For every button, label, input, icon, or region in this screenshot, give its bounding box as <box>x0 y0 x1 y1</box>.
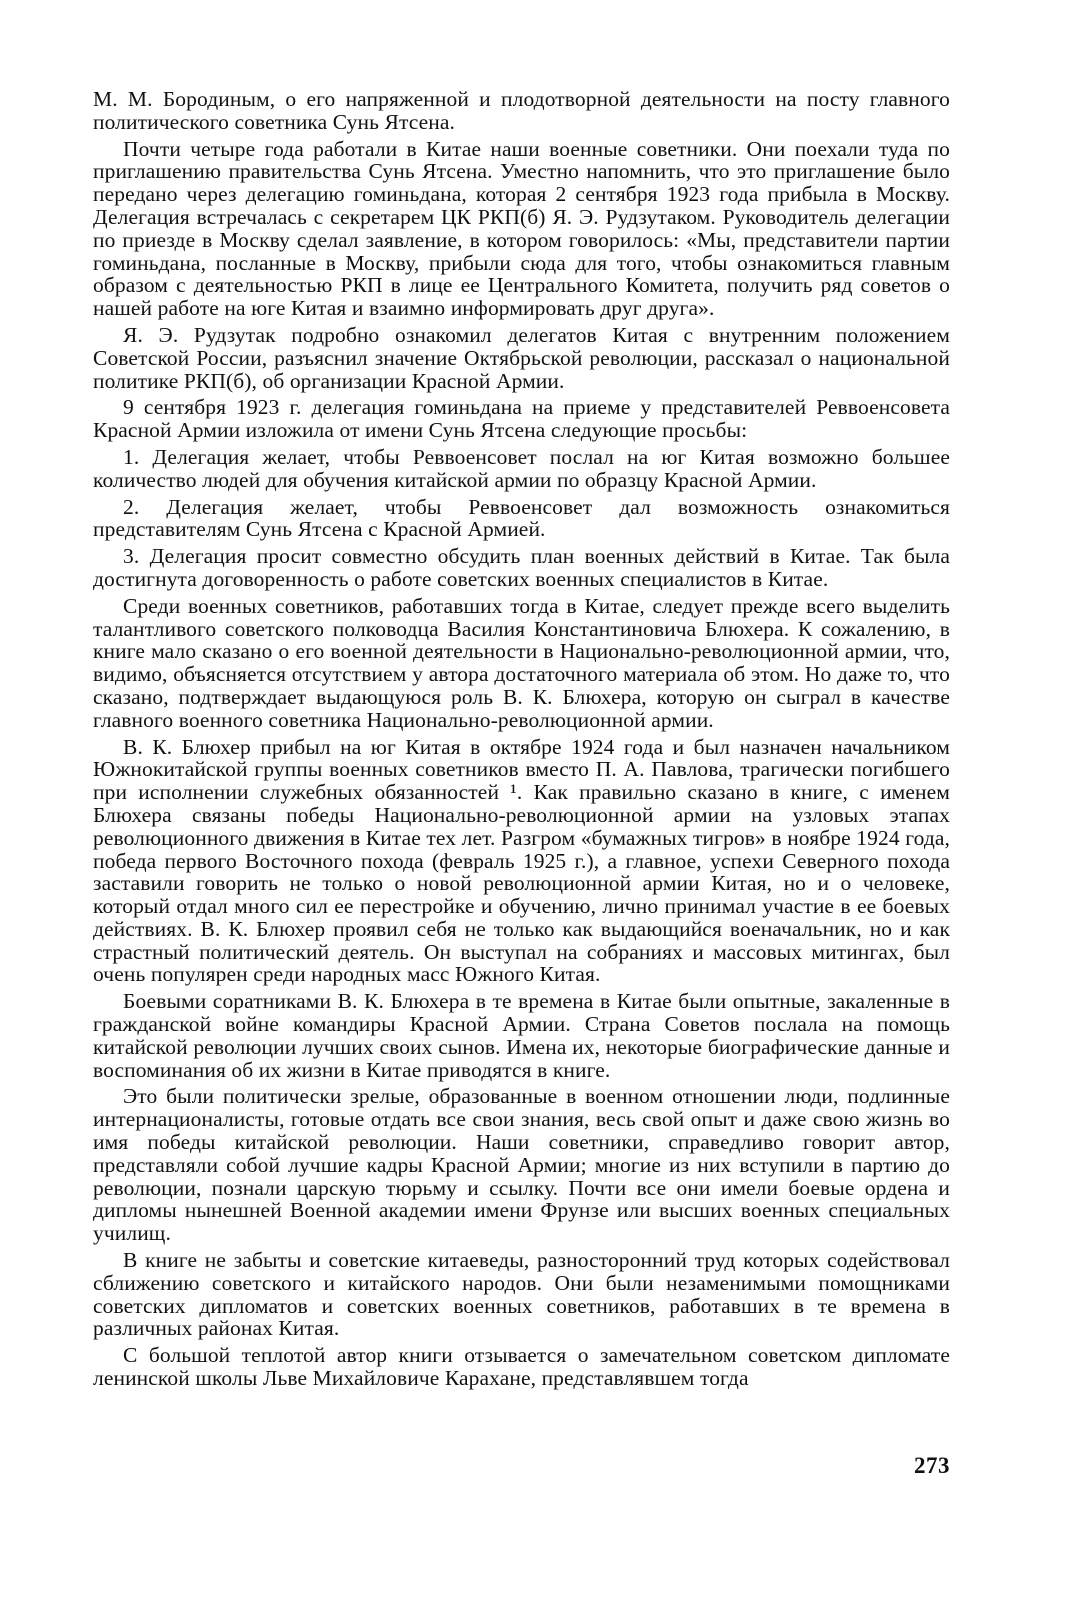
page-number: 273 <box>914 1453 950 1478</box>
paragraph-1: М. М. Бородиным, о его напряженной и плодотворной деятельности на посту главного политического советника Сунь Ятсена. <box>93 87 950 134</box>
paragraph-13: С большой теплотой автор книги отзывается о замечательном советском дипломате ленинской школы Льве Михайловиче Карахане, представлявшем тогда <box>93 1343 950 1391</box>
paragraph-11: Это были политически зрелые, образованные в военном отношении люди, подлинные интернационалисты, готовые отдать все свои знания, весь свой опыт и даже свою жизнь во имя победы китайской революции. Наши советники, справедливо говорит автор, представляли собой лучшие кадры Красной Армии; многие из них вступили в партию до революции, познали царскую тюрьму и ссылку. Почти все они имели боевые ордена и дипломы нынешней Военной академии имени Фрунзе или высших военных специальных училищ. <box>93 1084 950 1246</box>
paragraph-9: В. К. Блюхер прибыл на юг Китая в октябре 1924 года и был назначен начальником Южнокитайской группы военных советников вместо П. А. Павлова, трагически погибшего при исполнении служебных обязанностей ¹. Как правильно сказано в книге, с именем Блюхера связаны победы Национально-революционной армии на узловых этапах революционного движения в Китае тех лет. Разгром «бумажных тигров» в ноябре 1924 года, победа первого Восточного похода (февраль 1925 г.), а главное, успехи Северного похода заставили говорить не только о новой революционной армии Китая, но и о человеке, который отдал много сил ее перестройке и обучению, лично принимал участие в ее боевых действиях. В. К. Блюхер проявил себя не только как выдающийся военачальник, но и как страстный политический деятель. Он выступал на собраниях и массовых митингах, был очень популярен среди народных масс Южного Китая. <box>93 734 950 987</box>
paragraph-7: 3. Делегация просит совместно обсудить план военных действий в Китае. Так была достигнута договоренность о работе советских военных специалистов в Китае. <box>93 544 950 591</box>
paragraph-3: Я. Э. Рудзутак подробно ознакомил делегатов Китая с внутренним положением Советской России, разъяснил значение Октябрьской революции, рассказал о национальной политике РКП(б), об организации Красной Армии. <box>93 322 950 393</box>
paragraph-2: Почти четыре года работали в Китае наши военные советники. Они поехали туда по приглашению правительства Сунь Ятсена. Уместно напомнить, что это приглашение было передано через делегацию гоминьдана, которая 2 сентября 1923 года прибыла в Москву. Делегация встречалась с секретарем ЦК РКП(б) Я. Э. Рудзутаком. Руководитель делегации по приезде в Москву сделал заявление, в котором говорилось: «Мы, представители партии гоминьдана, посланные в Москву, прибыли сюда для того, чтобы ознакомиться главным образом с деятельностью РКП в лице ее Центрального Комитета, получить ряд советов о нашей работе на юге Китая и взаимно информировать друг друга». <box>93 136 950 321</box>
paragraph-5: 1. Делегация желает, чтобы Реввоенсовет послал на юг Китая возможно большее количество людей для обучения китайской армии по образцу Красной Армии. <box>93 444 950 492</box>
paragraph-8: Среди военных советников, работавших тогда в Китае, следует прежде всего выделить талантливого советского полководца Василия Константиновича Блюхера. К сожалению, в книге мало сказано о его военной деятельности в Национально-революционной армии, что, видимо, объясняется отсутствием у автора достаточного материала об этом. Но даже то, что сказано, подтверждает выдающуюся роль В. К. Блюхера, которую он сыграл в качестве главного военного советника Национально-революционной армии. <box>93 593 950 732</box>
paragraph-10: Боевыми соратниками В. К. Блюхера в те времена в Китае были опытные, закаленные в гражданской войне командиры Красной Армии. Страна Советов послала на помощь китайской революции лучших своих сынов. Имена их, некоторые биографические данные и воспоминания об их жизни в Китае приводятся в книге. <box>93 989 950 1082</box>
paragraph-6: 2. Делегация желает, чтобы Реввоенсовет дал возможность ознакомиться представителям Сунь Ятсена с Красной Армией. <box>93 494 950 542</box>
paragraph-12: В книге не забыты и советские китаеведы, разносторонний труд которых содействовал сближению советского и китайского народов. Они были незаменимыми помощниками советских дипломатов и советских военных советников, работавших в те времена в различных районах Китая. <box>93 1248 950 1341</box>
paragraph-4: 9 сентября 1923 г. делегация гоминьдана на приеме у представителей Реввоенсовета Красной Армии изложила от имени Сунь Ятсена следующие просьбы: <box>93 395 950 443</box>
page-body <box>93 88 950 1394</box>
